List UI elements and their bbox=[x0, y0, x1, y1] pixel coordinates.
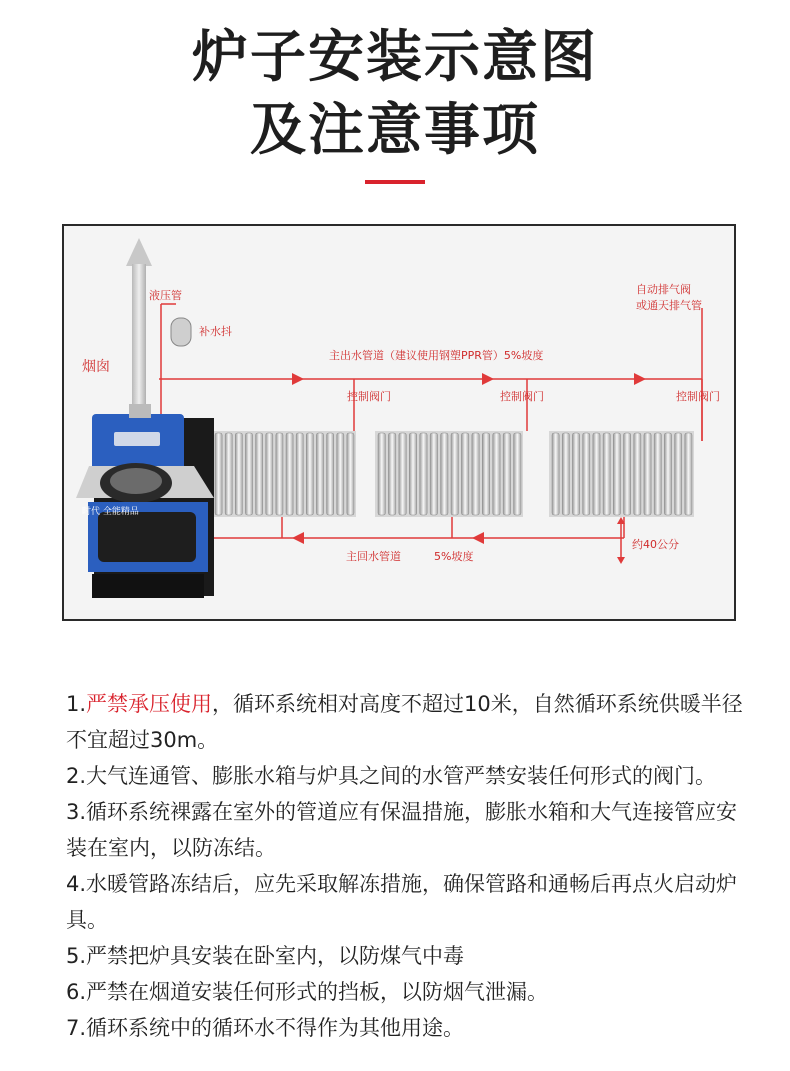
main-supply-label: 主出水管道（建议使用钢塑PPR管）5%坡度 bbox=[329, 349, 544, 362]
radiator-fins bbox=[215, 433, 692, 515]
radiator-3-fin bbox=[624, 433, 631, 515]
radiator-3-fin bbox=[654, 433, 661, 515]
radiator-3-fin bbox=[583, 433, 590, 515]
radiator-1-fin bbox=[245, 433, 252, 515]
radiator-2-fin bbox=[441, 433, 448, 515]
stove bbox=[76, 404, 214, 598]
radiator-2 bbox=[375, 431, 523, 517]
radiator-2-fin bbox=[451, 433, 458, 515]
radiator-2-fin bbox=[461, 433, 468, 515]
radiator-1-fin bbox=[347, 433, 354, 515]
vent-label-line-2: 或通天排气管 bbox=[636, 299, 702, 312]
radiator-1-fin bbox=[306, 433, 313, 515]
chimney bbox=[126, 238, 152, 424]
radiator-3-fin bbox=[644, 433, 651, 515]
chimney-label: 烟囱 bbox=[82, 359, 110, 375]
radiator-2-fin bbox=[399, 433, 406, 515]
radiator-2-fin bbox=[482, 433, 489, 515]
radiator-1-fin bbox=[337, 433, 344, 515]
radiator-2-fin bbox=[378, 433, 385, 515]
return-slope-label: 5%坡度 bbox=[434, 550, 474, 563]
note-5-number: 5. bbox=[66, 944, 87, 968]
note-2-number: 2. bbox=[66, 764, 87, 788]
radiator-2-fin bbox=[514, 433, 521, 515]
valve-label-3: 控制阀门 bbox=[676, 390, 720, 403]
radiator-1-fin bbox=[286, 433, 293, 515]
installation-diagram bbox=[62, 224, 736, 621]
refill-bucket bbox=[171, 318, 191, 346]
radiator-3-fin bbox=[613, 433, 620, 515]
note-5 bbox=[66, 938, 746, 974]
radiator-2-fin bbox=[493, 433, 500, 515]
note-7 bbox=[66, 1010, 746, 1046]
note-7-text: 循环系统中的循环水不得作为其他用途。 bbox=[86, 1016, 465, 1040]
note-3-text: 循环系统裸露在室外的管道应有保温措施，膨胀水箱和大气连接管应安装在室内，以防冻结。 bbox=[66, 800, 738, 860]
stove-brand-text: 时代 全能精品 bbox=[82, 507, 139, 517]
radiator-1-fin bbox=[235, 433, 242, 515]
radiator-2-fin bbox=[409, 433, 416, 515]
note-7-number: 7. bbox=[66, 1016, 87, 1040]
note-4-text: 水暖管路冻结后，应先采取解冻措施，确保管路和通畅后再点火启动炉具。 bbox=[66, 872, 738, 932]
note-4-number: 4. bbox=[66, 872, 87, 896]
radiator-1-fin bbox=[296, 433, 303, 515]
radiator-1-fin bbox=[316, 433, 323, 515]
refill-bucket-label: 补水抖 bbox=[199, 325, 232, 338]
radiator-1-fin bbox=[266, 433, 273, 515]
radiator-3-fin bbox=[685, 433, 692, 515]
radiator-2-fin bbox=[430, 433, 437, 515]
radiator-3-fin bbox=[664, 433, 671, 515]
page-title-line-1: 炉子安装示意图 bbox=[192, 25, 598, 90]
note-5-text: 严禁把炉具安装在卧室内，以防煤气中毒 bbox=[86, 944, 465, 968]
radiator-1-fin bbox=[276, 433, 283, 515]
note-3 bbox=[66, 794, 746, 866]
page-title-line-2: 及注意事项 bbox=[250, 98, 540, 163]
pressure-pipe-label: 液压管 bbox=[149, 289, 182, 302]
height-label: 约40公分 bbox=[632, 538, 679, 551]
note-6-number: 6. bbox=[66, 980, 87, 1004]
radiator-1-fin bbox=[256, 433, 263, 515]
radiator-2-fin bbox=[503, 433, 510, 515]
valve-label-2: 控制阀门 bbox=[500, 390, 544, 403]
radiator-1-fin bbox=[327, 433, 334, 515]
radiator-1 bbox=[212, 431, 356, 517]
return-pipe-label: 主回水管道 bbox=[346, 550, 401, 563]
note-2 bbox=[66, 758, 746, 794]
radiator-2-fin bbox=[472, 433, 479, 515]
radiator-3-fin bbox=[675, 433, 682, 515]
note-4 bbox=[66, 866, 746, 938]
radiator-3-fin bbox=[562, 433, 569, 515]
note-1-number: 1. bbox=[66, 692, 87, 716]
note-3-number: 3. bbox=[66, 800, 87, 824]
radiator-3-fin bbox=[593, 433, 600, 515]
note-6 bbox=[66, 974, 746, 1010]
radiator-3-fin bbox=[552, 433, 559, 515]
note-1 bbox=[66, 686, 746, 758]
note-6-text: 严禁在烟道安装任何形式的挡板，以防烟气泄漏。 bbox=[86, 980, 549, 1004]
radiator-2-fin bbox=[420, 433, 427, 515]
radiator-3-fin bbox=[572, 433, 579, 515]
radiator-3 bbox=[549, 431, 694, 517]
note-1-highlight: 严禁承压使用 bbox=[86, 692, 213, 716]
radiator-2-fin bbox=[388, 433, 395, 515]
notes-list bbox=[66, 686, 746, 1046]
valve-label-1: 控制阀门 bbox=[347, 390, 391, 403]
radiator-1-fin bbox=[225, 433, 232, 515]
radiator-3-fin bbox=[603, 433, 610, 515]
note-1-text: ，循环系统相对高度不超过10米，自然循环系统供暖半径不宜超过30m。 bbox=[66, 692, 743, 752]
note-2-text: 大气连通管、膨胀水箱与炉具之间的水管严禁安装任何形式的阀门。 bbox=[86, 764, 717, 788]
radiator-1-fin bbox=[215, 433, 222, 515]
title-accent-bar bbox=[365, 180, 425, 184]
vent-label-line-1: 自动排气阀 bbox=[636, 283, 691, 296]
radiator-3-fin bbox=[634, 433, 641, 515]
